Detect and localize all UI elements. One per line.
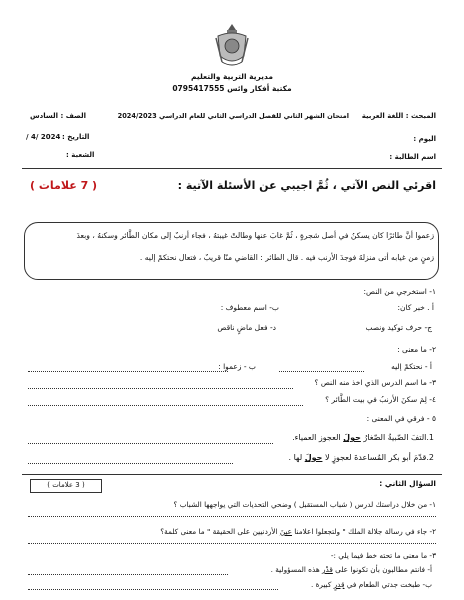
underlined-word: حولَ [343,433,361,442]
question-1c: ج- حرف توكيد ونصب [365,323,432,332]
question-2: ٢- ما معنى : [397,345,436,354]
answer-line[interactable] [28,463,233,464]
passage-line-1: زعموا أنَّ طائرًا كان يسكنُ في أصل شجرةٍ ، ثُمَّ غابَ عنها وطالتْ غيبتهُ ، فجاء أرنبٌ إلى مكان الطَّائر وسكنهُ ، وبعدَ [76,231,434,240]
header-divider [22,168,442,169]
date-label: التاريخ : [62,133,90,141]
library-name: مكتبة أفكار وائس 0795417555 [172,84,292,93]
answer-line[interactable] [28,388,293,389]
section-2-question-1: ١- من خلال دراستك لدرس ( شباب المستقبل ) وضحي التحديات التي يواجهها الشباب ؟ [173,500,436,509]
answer-line[interactable] [28,516,436,517]
section-2-question-3: ٣- ما معنى ما تحته خط فيما يلي :- [330,551,436,560]
underlined-word: عينَ [279,527,292,536]
passage-instruction: اقرئي النص الآتي ، ثُمَّ اجيبي عن الأسئلة الآتية : [177,179,436,192]
underlined-word: قدْر [321,565,333,574]
section-label: الشعبة : [66,151,95,159]
question-5-sentence-2: 2.قدّمَ أبو بكر المُساعدةَ لعجوزٍ لا حولَ لها . [288,453,434,462]
answer-line[interactable] [279,371,364,372]
question-2b: ب - زعموا : [218,362,256,371]
directorate-title: مديرية التربية والتعليم [191,72,273,81]
section-2-title: السؤال الثاني : [379,479,436,488]
question-1d: د- فعل ماضٍ ناقص [217,323,276,332]
answer-line[interactable] [28,443,273,444]
day-label: اليوم : [413,135,436,143]
question-3: ٣- ما اسم الدرس الذي اخذ منه النص ؟ [314,378,436,387]
question-2a: أ - نحتكمْ إليه [391,362,432,371]
section-divider [22,474,442,475]
student-name-label: اسم الطالبة : [389,153,436,161]
passage-line-2: زمنٍ من غيابه أتى منزلهُ فوجدَ الأرنب فيه . قال الطائر : القاضي منّا قريبٌ ، فتعال نحتكمْ إليه . [139,253,434,262]
question-1a: أ . خبر كان: [397,303,434,312]
question-1: ١- استخرجي من النص: [363,287,436,296]
question-5: ٥ - فرقي في المعنى : [366,414,436,423]
subject-label: المبحث : اللغة العربية [361,112,436,120]
date-value: / 4/ 2024 [26,133,61,141]
passage-marks: ( 7 علامات ) [30,179,98,192]
question-5-sentence-1: 1.التفَ الصّبيةُ الصّغارُ حولَ العجوز العمياء. [292,433,434,442]
question-1b: ب- اسم معطوف : [220,303,279,312]
exam-title: امتحان الشهر الثاني للفصل الدراسي الثاني للعام الدراسي 2024/2023 [117,112,349,120]
underlined-word: قِدرٍ [333,580,345,589]
underlined-word: حولَ [304,453,323,462]
section-2-question-3b: ب- طبخت جدتي الطعام في قِدرٍ كبيرة . [310,580,432,589]
answer-line[interactable] [28,405,303,406]
section-2-question-3a: أ- فانتم مطالبون بأن تكونوا على قدْر هذه المسؤولية . [270,565,432,574]
answer-line[interactable] [28,543,436,544]
jordan-emblem-icon [212,22,252,68]
section-2-marks: ( 3 علامات ) [47,481,85,489]
answer-line[interactable] [28,589,278,590]
answer-line[interactable] [28,371,228,372]
section-2-question-2: ٢- جاء في رسالة جلالة الملك " ولتجعلوا اعلامنا عينَ الأردنيين على الحقيقة " ما معنى كلمة؟ [160,527,436,536]
question-4: ٤- لِمَ سكنَ الأرنبُ في بيت الطَّائر ؟ [325,395,436,404]
grade-label: الصف : السادس [30,112,86,120]
answer-line[interactable] [28,574,228,575]
